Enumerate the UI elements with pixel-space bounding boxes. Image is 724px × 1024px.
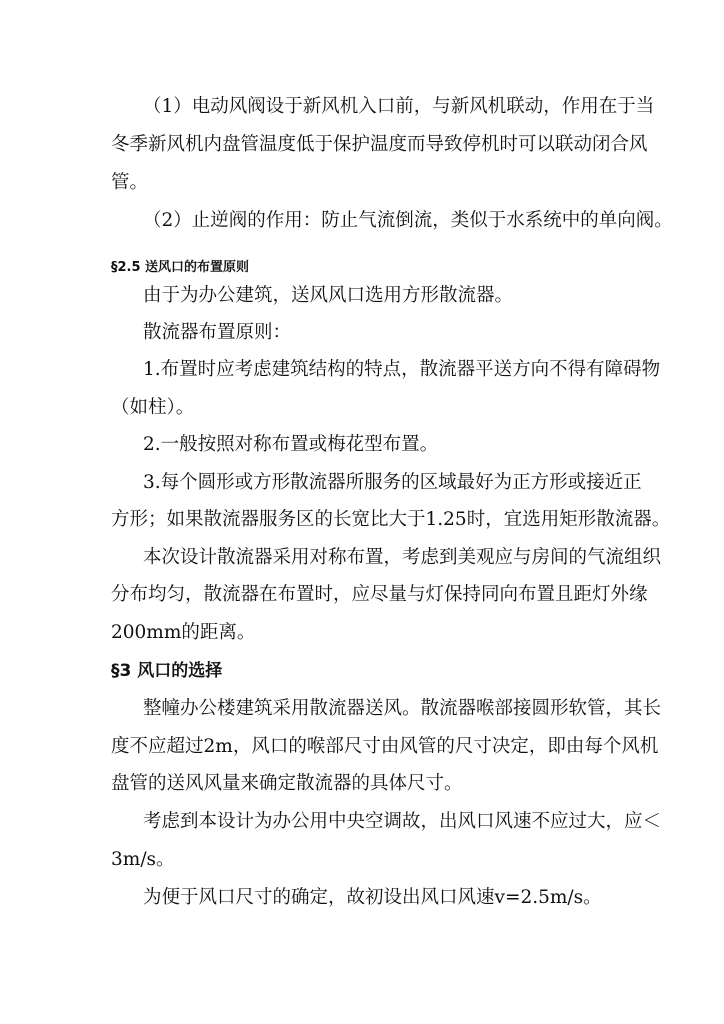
list-item-1-line-1: 1.布置时应考虑建筑结构的特点，散流器平送方向不得有障碍物 xyxy=(143,359,661,380)
paragraph-check-valve: （2）止逆阀的作用：防止气流倒流，类似于水系统中的单向阀。 xyxy=(143,210,673,231)
paragraph-electric-damper-line-1: （1）电动风阀设于新风机入口前，与新风机联动，作用在于当 xyxy=(143,96,655,117)
list-item-1-line-2: （如柱）。 xyxy=(111,397,195,418)
section-heading-2-5: §2.5 送风口的布置原则 xyxy=(111,260,250,275)
paragraph-diffuser-supply-line-2: 度不应超过2m，风口的喉部尺寸由风管的尺寸决定，即由每个风机 xyxy=(111,736,659,757)
paragraph-outlet-velocity-line-2: 3m/s。 xyxy=(111,849,175,870)
section-heading-3: §3 风口的选择 xyxy=(111,661,223,681)
paragraph-diffuser-supply-line-1: 整幢办公楼建筑采用散流器送风。散流器喉部接圆形软管，其长 xyxy=(143,698,662,719)
paragraph-symmetric-layout-line-2: 分布均匀，散流器在布置时，应尽量与灯保持同向布置且距灯外缘 xyxy=(111,584,648,605)
paragraph-square-diffuser: 由于为办公建筑，送风风口选用方形散流器。 xyxy=(143,285,514,306)
list-item-2: 2.一般按照对称布置或梅花型布置。 xyxy=(143,434,439,455)
paragraph-initial-velocity: 为便于风口尺寸的确定，故初设出风口风速v=2.5m/s。 xyxy=(143,887,602,908)
paragraph-diffuser-principles: 散流器布置原则： xyxy=(143,322,292,343)
paragraph-outlet-velocity-line-1: 考虑到本设计为办公用中央空调故，出风口风速不应过大，应＜ xyxy=(143,811,662,832)
paragraph-diffuser-supply-line-3: 盘管的送风风量来确定散流器的具体尺寸。 xyxy=(111,773,463,794)
paragraph-symmetric-layout-line-3: 200mm的距离。 xyxy=(111,622,256,643)
paragraph-electric-damper-line-2: 冬季新风机内盘管温度低于保护温度而导致停机时可以联动闭合风 xyxy=(111,134,648,155)
paragraph-symmetric-layout-line-1: 本次设计散流器采用对称布置，考虑到美观应与房间的气流组织 xyxy=(143,547,662,568)
list-item-3-line-2: 方形；如果散流器服务区的长宽比大于1.25时，宜选用矩形散流器。 xyxy=(111,509,671,530)
list-item-3-line-1: 3.每个圆形或方形散流器所服务的区域最好为正方形或接近正 xyxy=(143,472,642,493)
paragraph-electric-damper-line-3: 管。 xyxy=(111,172,149,193)
